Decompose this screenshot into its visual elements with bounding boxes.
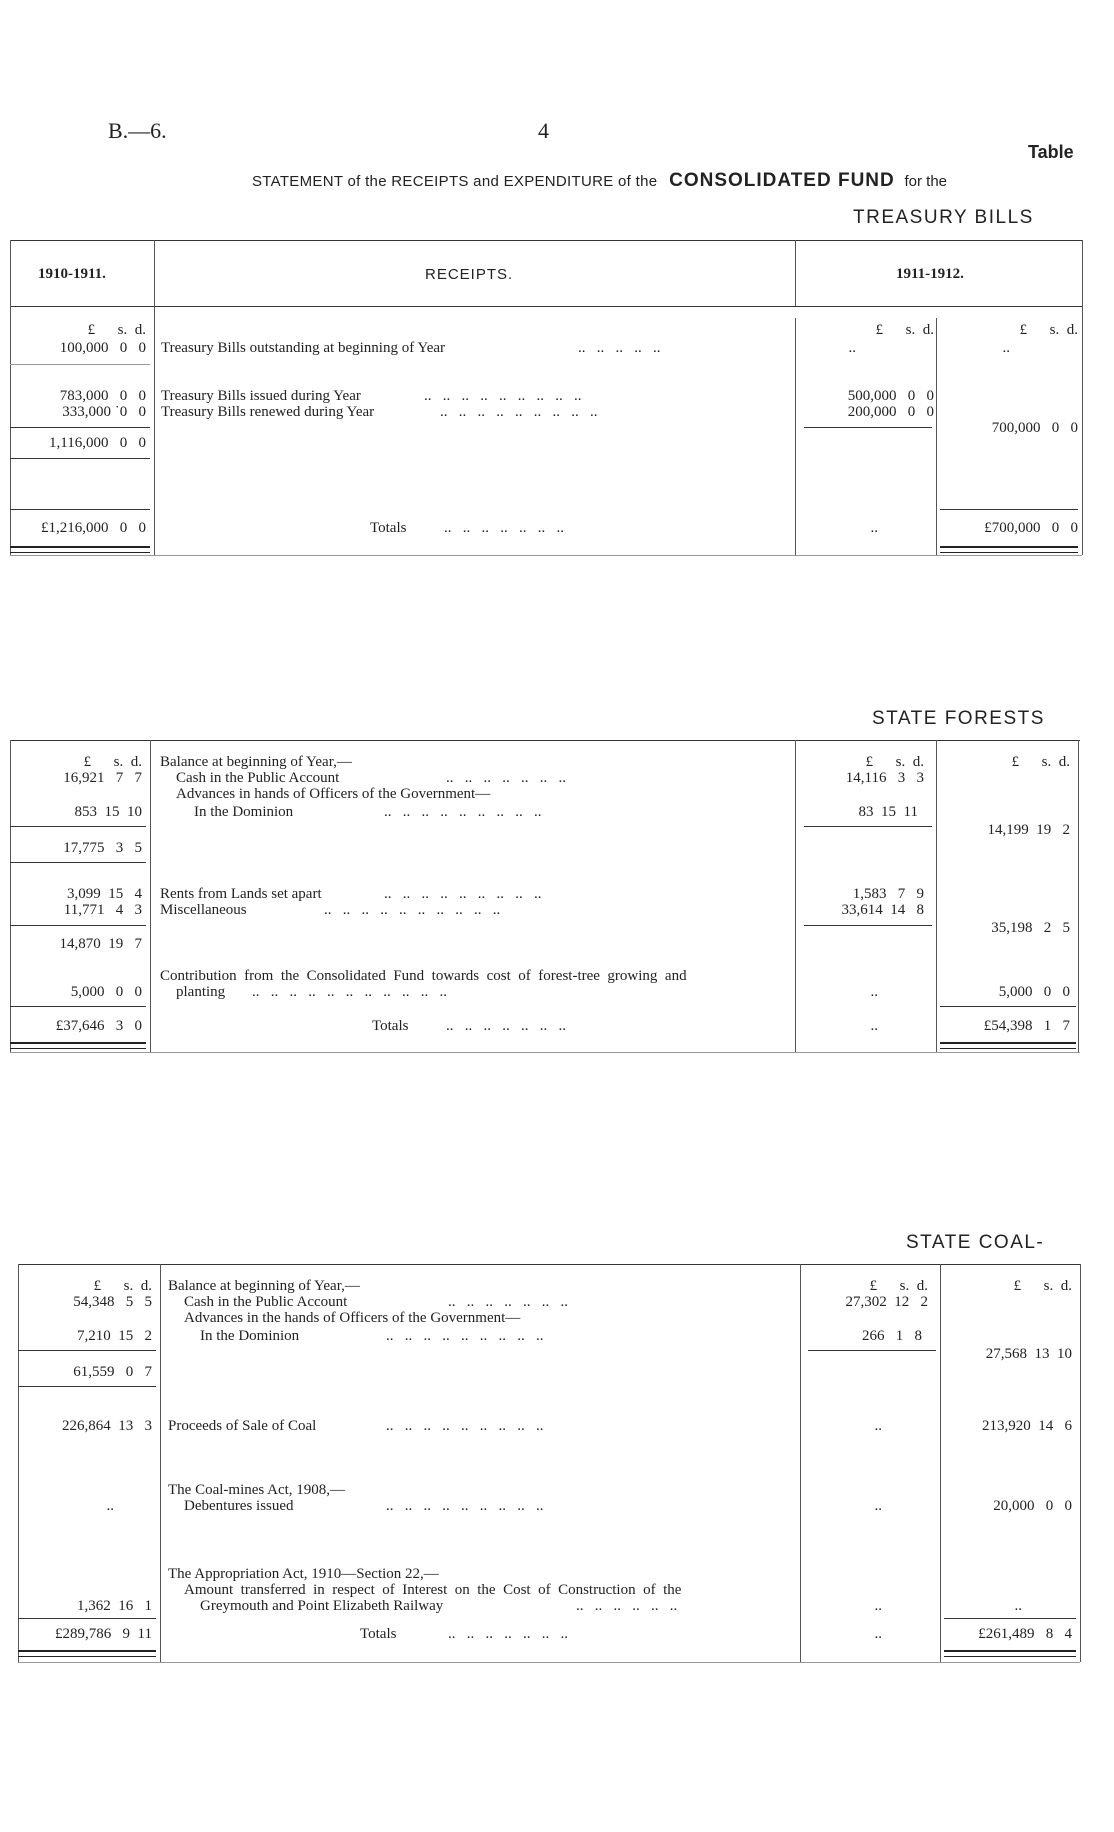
table-row-totals-right: £54,398 1 7 [983, 1018, 1070, 1034]
leader-dots: .. .. .. .. .. .. .. .. .. .. [324, 902, 501, 918]
unit-header-mid: £ s. d. [869, 1278, 928, 1294]
table-row-rents-prev: 3,099 15 4 [67, 886, 142, 902]
leader-dots: .. .. .. .. .. .. .. [448, 1626, 568, 1642]
table-row-contribution-label-2: planting [176, 984, 226, 1000]
table-row-sale-prev: 226,864 13 3 [62, 1418, 152, 1434]
table-row-cash-mid: 14,116 3 3 [845, 770, 924, 786]
page-ref: B.—6. [108, 118, 167, 143]
table-row-contribution-mid: .. [870, 984, 878, 1000]
table-row-totals-prev: £37,646 3 0 [55, 1018, 142, 1034]
table-row-totals-mid: .. [874, 1626, 882, 1642]
table-row-misc-prev: 11,771 4 3 [63, 902, 142, 918]
table-row-outstanding-label: Treasury Bills outstanding at beginning of Year [161, 340, 446, 356]
page-number: 4 [538, 118, 549, 143]
table-row-cash-mid: 27,302 12 2 [845, 1294, 928, 1310]
table-row-totals-label: Totals [370, 520, 407, 536]
table-row-appropriation-right: .. [1014, 1598, 1022, 1614]
table-row-contribution-prev: 5,000 0 0 [70, 984, 142, 1000]
leader-dots: .. .. .. .. .. .. .. .. .. [386, 1418, 544, 1434]
table-row-renewed-mid: 200,000 0 0 [847, 404, 934, 420]
table-row-subtotal1-right: 14,199 19 2 [987, 822, 1070, 838]
leader-dots: .. .. .. .. .. .. .. .. .. [384, 886, 542, 902]
table-row-totals-mid: .. [870, 520, 878, 536]
advances-label: Advances in hands of Officers of the Government— [176, 786, 491, 802]
table-row-totals-mid: .. [870, 1018, 878, 1034]
table-row-subtotal1-prev: 17,775 3 5 [63, 840, 142, 856]
table-row-totals-label: Totals [360, 1626, 397, 1642]
forests-title: STATE FORESTS [872, 708, 1045, 729]
leader-dots: .. .. .. .. .. .. .. [446, 770, 566, 786]
unit-header-prev: £ s. d. [93, 1278, 152, 1294]
table-row-dominion-mid: 83 15 11 [858, 804, 918, 820]
table-row-act-mid: .. [874, 1498, 882, 1514]
leader-dots: .. .. .. .. .. .. .. .. .. [384, 804, 542, 820]
table-row-renewed-prev: 333,000 ˙0 0 [62, 404, 146, 420]
balance-label: Balance at beginning of Year,— [168, 1278, 360, 1294]
table-row-dominion-prev: 853 15 10 [74, 804, 142, 820]
unit-header-right: £ s. d. [1013, 1278, 1072, 1294]
leader-dots: .. .. .. .. .. .. .. .. .. [386, 1328, 544, 1344]
unit-header-right: £ s. d. [1011, 754, 1070, 770]
table-row-subtotal-right: 700,000 0 0 [991, 420, 1078, 436]
table-row-outstanding-mid: .. [848, 340, 856, 356]
table-row-renewed-label: Treasury Bills renewed during Year [161, 404, 375, 420]
table-row-subtotal1-prev: 61,559 0 7 [73, 1364, 152, 1380]
table-row-act-label-2: Debentures issued [184, 1498, 294, 1514]
table-row-act-right: 20,000 0 0 [993, 1498, 1072, 1514]
table-row-act-prev: .. [106, 1498, 114, 1514]
leader-dots: .. .. .. .. .. .. .. .. .. .. .. [252, 984, 447, 1000]
table-row-dominion-prev: 7,210 15 2 [77, 1328, 152, 1344]
leader-dots: .. .. .. .. .. .. .. .. .. [424, 388, 582, 404]
treasury-title: TREASURY BILLS [853, 207, 1034, 228]
table-row-issued-mid: 500,000 0 0 [847, 388, 934, 404]
table-row-totals-label: Totals [372, 1018, 409, 1034]
table-row-subtotal2-prev: 14,870 19 7 [59, 936, 142, 952]
leader-dots: .. .. .. .. .. .. .. [448, 1294, 568, 1310]
leader-dots: .. .. .. .. .. .. .. .. .. [386, 1498, 544, 1514]
fund-name: CONSOLIDATED FUND [669, 170, 895, 191]
table-row-misc-mid: 33,614 14 8 [841, 902, 924, 918]
table-row-sale-mid: .. [874, 1418, 882, 1434]
table-row-cash-prev: 16,921 7 7 [63, 770, 142, 786]
table-row-rents-label: Rents from Lands set apart [160, 886, 322, 902]
table-row-subtotal-prev: 1,116,000 0 0 [49, 435, 146, 451]
table-word: Table [1028, 142, 1074, 162]
table-row-totals-prev: £1,216,000 0 0 [41, 520, 146, 536]
coal-title: STATE COAL- [906, 1232, 1045, 1253]
leader-dots: .. .. .. .. .. .. .. .. .. [440, 404, 598, 420]
table-row-act-label: The Coal-mines Act, 1908,— [168, 1482, 346, 1498]
table-row-totals-prev: £289,786 9 11 [55, 1626, 152, 1642]
table-row-sale-right: 213,920 14 6 [982, 1418, 1072, 1434]
col-header-prev-year: 1910-1911. [38, 266, 106, 282]
table-row-misc-label: Miscellaneous [160, 902, 247, 918]
statement-suffix: for the [904, 173, 948, 190]
unit-header-prev: £ s. d. [87, 322, 146, 338]
statement-prefix: STATEMENT of the RECEIPTS and EXPENDITURE of the [252, 173, 658, 190]
table-row-contribution-label: Contribution from the Consolidated Fund towards cost of forest-tree growing and [160, 968, 687, 984]
table-row-rents-mid: 1,583 7 9 [852, 886, 924, 902]
table-row-totals-right: £261,489 8 4 [978, 1626, 1072, 1642]
table-row-appropriation-label: The Appropriation Act, 1910—Section 22,— [168, 1566, 439, 1582]
table-row-appropriation-label-2: Amount transferred in respect of Interest on the Cost of Construction of the [184, 1582, 682, 1598]
table-row-subtotal2-right: 35,198 2 5 [991, 920, 1070, 936]
table-row-sale-label: Proceeds of Sale of Coal [168, 1418, 317, 1434]
table-row-contribution-right: 5,000 0 0 [998, 984, 1070, 1000]
balance-label: Balance at beginning of Year,— [160, 754, 352, 770]
leader-dots: .. .. .. .. .. .. .. [446, 1018, 566, 1034]
table-row-dominion-mid: 266 1 8 [862, 1328, 922, 1344]
col-header-curr-year: 1911-1912. [896, 266, 964, 282]
table-row-issued-prev: 783,000 0 0 [59, 388, 146, 404]
table-row-totals-right: £700,000 0 0 [984, 520, 1078, 536]
table-row-cash-label: Cash in the Public Account [184, 1294, 348, 1310]
leader-dots: .. .. .. .. .. .. .. [444, 520, 564, 536]
leader-dots: .. .. .. .. .. .. [576, 1598, 678, 1614]
table-row-issued-label: Treasury Bills issued during Year [161, 388, 361, 404]
unit-header-right: £ s. d. [1019, 322, 1078, 338]
unit-header-mid: £ s. d. [865, 754, 924, 770]
table-row-outstanding-prev: 100,000 0 0 [59, 340, 146, 356]
table-row-dominion-label: In the Dominion [194, 804, 294, 820]
table-row-outstanding-right: .. [1002, 340, 1010, 356]
table-row-cash-label: Cash in the Public Account [176, 770, 340, 786]
col-header-receipts: RECEIPTS. [425, 266, 514, 283]
leader-dots: .. .. .. .. .. [578, 340, 661, 356]
table-row-appropriation-mid: .. [874, 1598, 882, 1614]
table-row-dominion-label: In the Dominion [200, 1328, 300, 1344]
table-row-subtotal1-right: 27,568 13 10 [985, 1346, 1072, 1362]
unit-header-mid: £ s. d. [875, 322, 934, 338]
unit-header-prev: £ s. d. [83, 754, 142, 770]
statement-heading [252, 170, 947, 192]
table-row-appropriation-label-3: Greymouth and Point Elizabeth Railway [200, 1598, 444, 1614]
table-row-appropriation-prev: 1,362 16 1 [77, 1598, 152, 1614]
table-row-cash-prev: 54,348 5 5 [73, 1294, 152, 1310]
advances-label: Advances in the hands of Officers of the Government— [184, 1310, 521, 1326]
